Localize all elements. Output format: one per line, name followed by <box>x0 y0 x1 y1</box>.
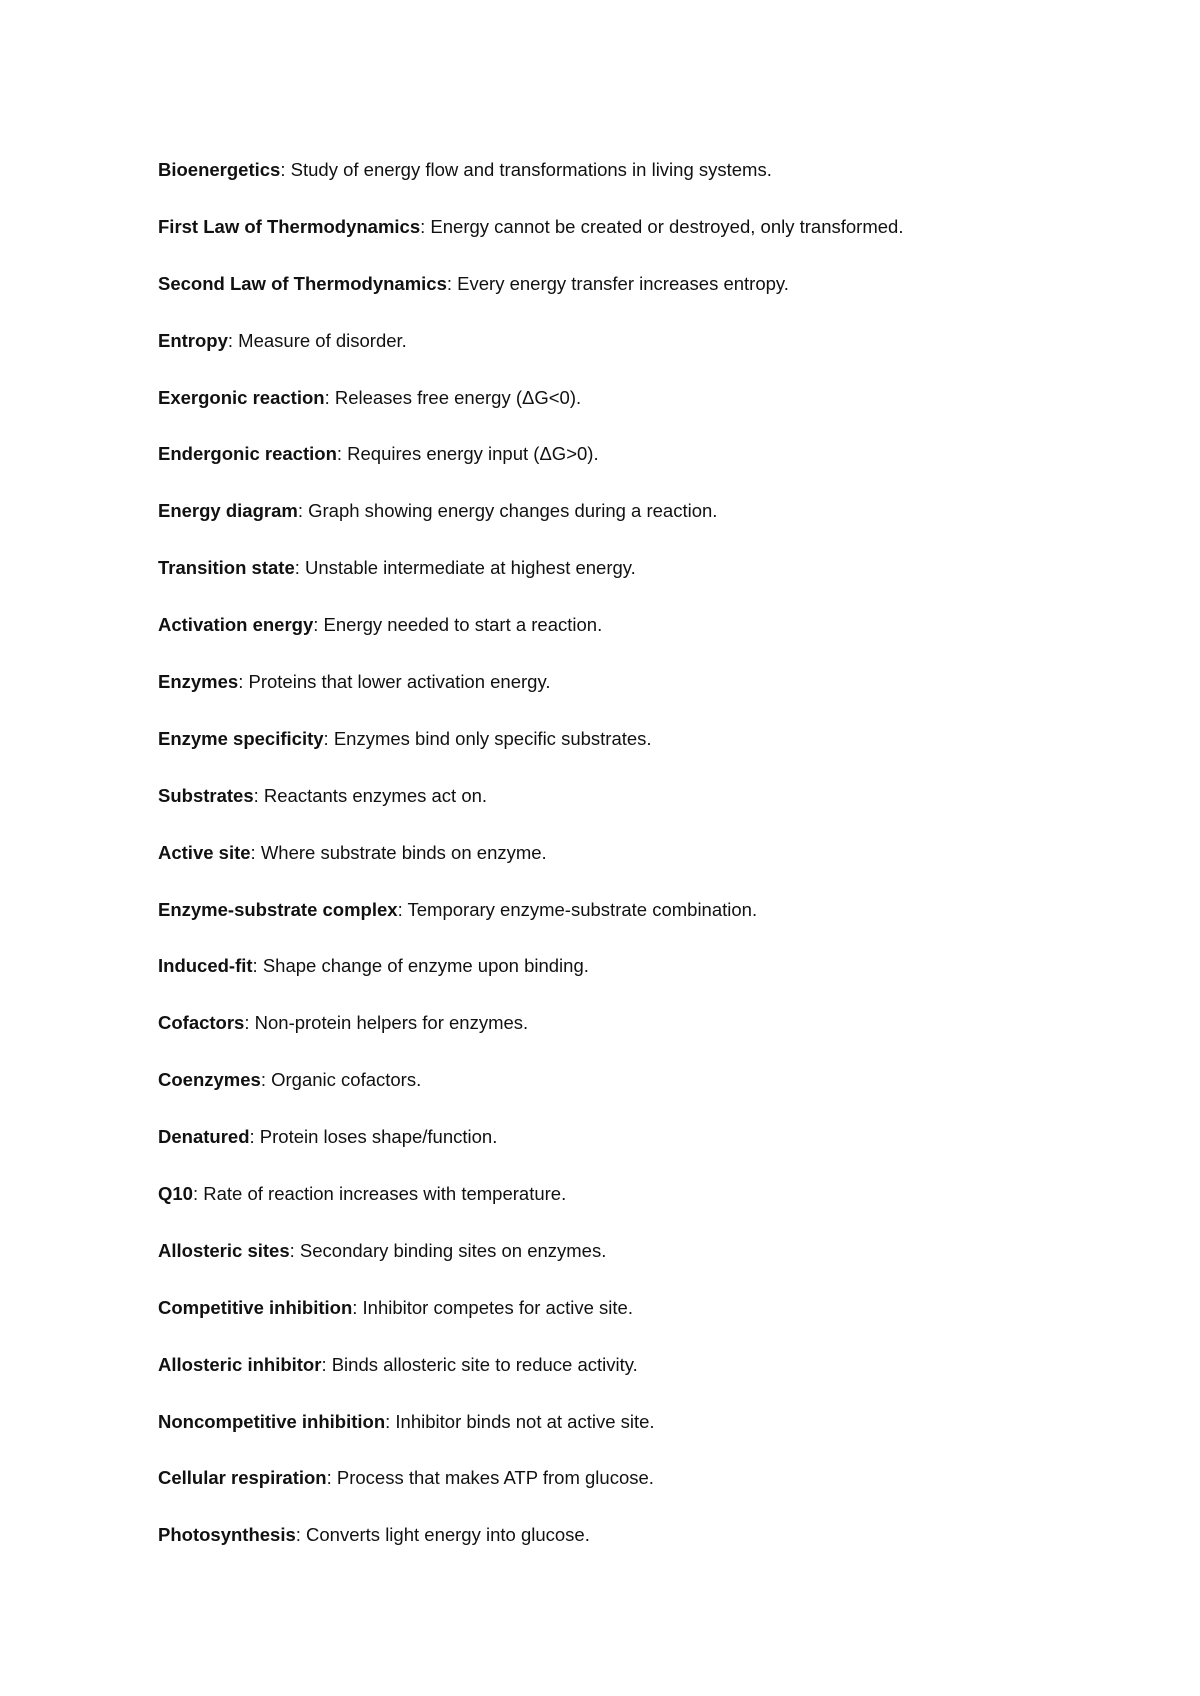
glossary-term: Coenzymes <box>158 1069 261 1091</box>
glossary-entry <box>158 499 1118 556</box>
glossary-definition: : Secondary binding sites on enzymes. <box>289 1239 607 1261</box>
glossary-entry <box>158 954 1118 1011</box>
glossary-term: Competitive inhibition <box>158 1296 353 1318</box>
glossary-entry <box>158 158 1118 215</box>
glossary-term: Substrates <box>158 784 254 806</box>
glossary-entry <box>158 1523 1118 1580</box>
glossary-definition: : Energy cannot be created or destroyed, only transformed. <box>420 215 904 237</box>
glossary-entry <box>158 1125 1118 1182</box>
glossary-term: Allosteric inhibitor <box>158 1353 322 1375</box>
glossary-term: Exergonic reaction <box>158 386 325 408</box>
glossary-definition: : Binds allosteric site to reduce activity. <box>321 1353 638 1375</box>
glossary-term: Enzyme specificity <box>158 727 324 749</box>
glossary-term: Energy diagram <box>158 500 298 522</box>
glossary-term: Allosteric sites <box>158 1239 290 1261</box>
glossary-definition: : Reactants enzymes act on. <box>253 784 488 806</box>
glossary-term: First Law of Thermodynamics <box>158 215 421 237</box>
glossary-term: Noncompetitive inhibition <box>158 1410 386 1432</box>
glossary-definition: : Enzymes bind only specific substrates. <box>323 727 652 749</box>
glossary-term: Denatured <box>158 1126 250 1148</box>
glossary-definition: : Inhibitor competes for active site. <box>352 1296 633 1318</box>
glossary-definition: : Inhibitor binds not at active site. <box>385 1410 655 1432</box>
glossary-term: Activation energy <box>158 614 314 636</box>
glossary-term: Q10 <box>158 1183 193 1205</box>
glossary-entry <box>158 386 1118 443</box>
glossary-entry <box>158 727 1118 784</box>
glossary-term: Cellular respiration <box>158 1467 327 1489</box>
glossary-entry <box>158 329 1118 386</box>
glossary-definition: : Proteins that lower activation energy. <box>238 671 551 693</box>
glossary-definition: : Graph showing energy changes during a reaction. <box>297 500 718 522</box>
glossary-entry <box>158 1182 1118 1239</box>
glossary-entry <box>158 1466 1118 1523</box>
glossary-definition: : Shape change of enzyme upon binding. <box>252 955 589 977</box>
glossary-definition: : Requires energy input (ΔG>0). <box>336 443 599 465</box>
glossary-term: Entropy <box>158 329 228 351</box>
glossary-entry <box>158 1353 1118 1410</box>
glossary-term: Active site <box>158 841 251 863</box>
glossary-term: Endergonic reaction <box>158 443 337 465</box>
glossary-entry <box>158 1410 1118 1467</box>
glossary-definition: : Protein loses shape/function. <box>249 1126 498 1148</box>
glossary-definition: : Non-protein helpers for enzymes. <box>244 1012 529 1034</box>
glossary-term: Induced-fit <box>158 955 253 977</box>
glossary-entry <box>158 442 1118 499</box>
glossary-entry <box>158 1239 1118 1296</box>
glossary-entry <box>158 215 1118 272</box>
glossary-entry <box>158 670 1118 727</box>
glossary-entry <box>158 1011 1118 1068</box>
glossary-term: Enzyme-substrate complex <box>158 898 398 920</box>
glossary-definition: : Unstable intermediate at highest energy. <box>294 557 636 579</box>
glossary-definition: : Measure of disorder. <box>227 329 407 351</box>
glossary-entry <box>158 556 1118 613</box>
glossary-list <box>158 158 1118 1580</box>
glossary-definition: : Process that makes ATP from glucose. <box>326 1467 654 1489</box>
glossary-entry <box>158 272 1118 329</box>
glossary-definition: : Every energy transfer increases entropy. <box>446 272 789 294</box>
glossary-definition: : Temporary enzyme-substrate combination. <box>397 898 758 920</box>
glossary-definition: : Converts light energy into glucose. <box>295 1524 590 1546</box>
glossary-entry <box>158 1296 1118 1353</box>
glossary-term: Second Law of Thermodynamics <box>158 272 447 294</box>
glossary-definition: : Where substrate binds on enzyme. <box>250 841 547 863</box>
glossary-definition: : Energy needed to start a reaction. <box>313 614 603 636</box>
glossary-term: Cofactors <box>158 1012 245 1034</box>
glossary-entry <box>158 841 1118 898</box>
glossary-entry <box>158 1068 1118 1125</box>
glossary-definition: : Releases free energy (ΔG<0). <box>324 386 582 408</box>
glossary-definition: : Organic cofactors. <box>260 1069 422 1091</box>
glossary-term: Transition state <box>158 557 295 579</box>
glossary-entry <box>158 784 1118 841</box>
glossary-entry <box>158 898 1118 955</box>
glossary-definition: : Study of energy flow and transformations in living systems. <box>280 159 772 180</box>
glossary-term: Bioenergetics <box>158 159 281 180</box>
glossary-definition: : Rate of reaction increases with temperature. <box>192 1183 567 1205</box>
glossary-entry <box>158 613 1118 670</box>
glossary-term: Photosynthesis <box>158 1524 296 1546</box>
glossary-term: Enzymes <box>158 671 239 693</box>
